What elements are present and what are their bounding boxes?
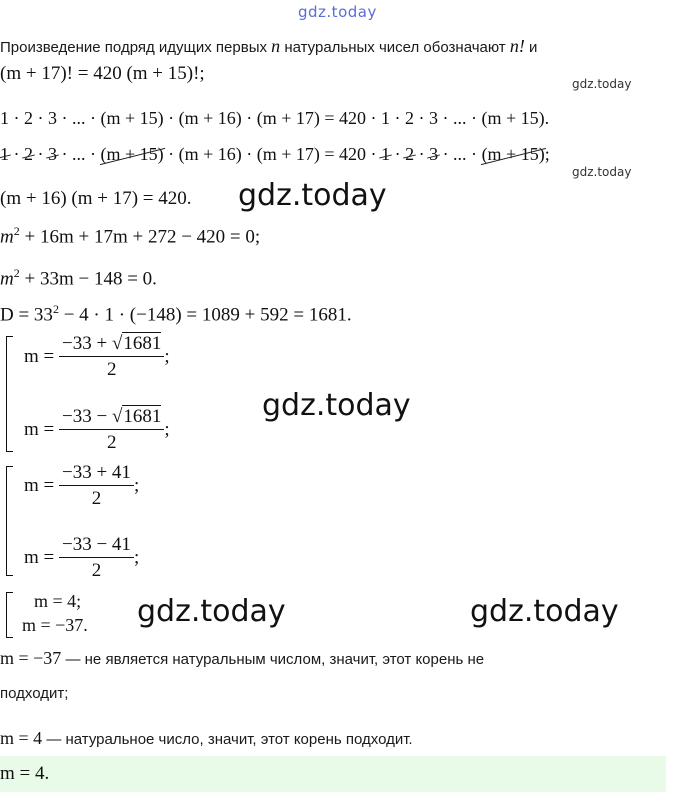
watermark-big-3: gdz.today bbox=[137, 594, 286, 629]
equation-product: (m + 16) (m + 17) = 420. bbox=[0, 188, 192, 209]
intro-line bbox=[0, 36, 537, 57]
root-formula-plus: m = $\frac{-33 + √1681}{2}$ ; bbox=[24, 333, 170, 380]
root-m-neg37: m = −37. bbox=[22, 615, 88, 635]
conclusion-4 bbox=[0, 728, 413, 749]
dots-left: · ... · bbox=[57, 144, 101, 164]
cancel-left-term: (m + 15) bbox=[100, 144, 164, 164]
system-bracket-3 bbox=[6, 592, 13, 638]
conclusion-neg37-cont: подходит; bbox=[0, 685, 69, 702]
lhs: m = bbox=[24, 475, 55, 496]
equation-cancelled-mid: · (m + 16) · (m + 17) = 420 · bbox=[163, 144, 382, 164]
cancel-1: 1 bbox=[0, 144, 9, 164]
conclusion-neg37 bbox=[0, 648, 484, 669]
semicolon: ; bbox=[133, 475, 140, 496]
cancel-4: 1 bbox=[381, 144, 391, 164]
numerator: −33 − 41 bbox=[59, 534, 134, 558]
cancel-right-term: (m + 15) bbox=[481, 144, 545, 164]
root-formula-minus: m = $\frac{-33 - √1681}{2}$ ; bbox=[24, 406, 170, 453]
exponent: 2 bbox=[13, 224, 20, 238]
conclusion-math: m = −37 bbox=[0, 648, 62, 668]
watermark-small-2: gdz.today bbox=[572, 165, 632, 179]
equation-factorial: (m + 17)! = 420 (m + 15)!; bbox=[0, 63, 205, 84]
intro-text-mid: натуральных чисел обозначают bbox=[280, 39, 510, 56]
equation-rest: + 33m − 148 = 0. bbox=[19, 268, 157, 290]
intro-nfact: n! bbox=[509, 36, 525, 56]
watermark-big-4: gdz.today bbox=[470, 594, 619, 629]
lhs: m = bbox=[24, 419, 55, 440]
root-m-4: m = 4; bbox=[34, 591, 82, 611]
discriminant-rest: − 4 · 1 · (−148) = 1089 + 592 = 1681. bbox=[58, 304, 352, 326]
equation-rest: + 16m + 17m + 272 − 420 = 0; bbox=[19, 226, 261, 248]
denominator: 2 bbox=[106, 359, 117, 380]
lhs: m = bbox=[24, 547, 55, 568]
equation-expanded: 1 · 2 · 3 · ... · (m + 15) · (m + 16) · (m + 17) = 420 · 1 · 2 · 3 · ... · (m + 15). bbox=[0, 108, 550, 128]
lhs: m = bbox=[24, 346, 55, 367]
numerator: −33 − bbox=[62, 406, 112, 427]
numerator: −33 + 41 bbox=[59, 462, 134, 486]
watermark-top: gdz.today bbox=[298, 3, 377, 21]
cancel-3: 3 bbox=[48, 144, 57, 164]
var-m: m bbox=[0, 226, 14, 248]
watermark-big-2: gdz.today bbox=[262, 388, 411, 423]
denominator: 2 bbox=[91, 560, 102, 581]
system-bracket-2 bbox=[6, 466, 13, 576]
cancel-2: 2 bbox=[24, 144, 33, 164]
var-m: m bbox=[0, 268, 14, 290]
sqrt-value: 1681 bbox=[123, 406, 162, 427]
equation-cancelled: 1 · 2 · 3 · ... · (m + 15) · (m + 16) · (m + 17) = 420 · 1 · 2 · 3 · ... · (m + 15); bbox=[0, 144, 550, 164]
equation-quadratic bbox=[0, 266, 157, 290]
root-value-minus bbox=[24, 534, 139, 582]
conclusion-text: — натуральное число, значит, этот корень подходит. bbox=[42, 731, 413, 748]
cancel-6: 3 bbox=[429, 144, 439, 164]
system-bracket-1 bbox=[6, 336, 13, 452]
cancel-5: 2 bbox=[405, 144, 415, 164]
answer-box bbox=[0, 756, 666, 792]
denominator: 2 bbox=[91, 488, 102, 509]
discriminant-lhs: D = 33 bbox=[0, 304, 53, 326]
final-answer: m = 4. bbox=[0, 763, 50, 784]
conclusion-math: m = 4 bbox=[0, 728, 43, 748]
intro-text-end: и bbox=[524, 39, 538, 56]
exponent: 2 bbox=[13, 266, 20, 280]
denominator: 2 bbox=[106, 432, 117, 453]
semicolon: ; bbox=[133, 547, 140, 568]
watermark-small-1: gdz.today bbox=[572, 77, 632, 91]
conclusion-text: — не является натуральным числом, значит, этот корень не bbox=[61, 651, 485, 668]
equation-discriminant bbox=[0, 302, 352, 326]
exponent: 2 bbox=[52, 302, 59, 316]
numerator: −33 + bbox=[62, 333, 112, 354]
watermark-big-1: gdz.today bbox=[238, 178, 387, 213]
equation-expand-quadratic bbox=[0, 224, 260, 248]
intro-n: n bbox=[271, 36, 281, 56]
sqrt-value: 1681 bbox=[123, 333, 162, 354]
semicolon: ; bbox=[164, 346, 170, 367]
intro-text-start: Произведение подряд идущих первых bbox=[0, 39, 272, 56]
semicolon: ; bbox=[164, 419, 170, 440]
dots-right: · ... · bbox=[438, 144, 482, 164]
root-value-plus bbox=[24, 462, 139, 510]
